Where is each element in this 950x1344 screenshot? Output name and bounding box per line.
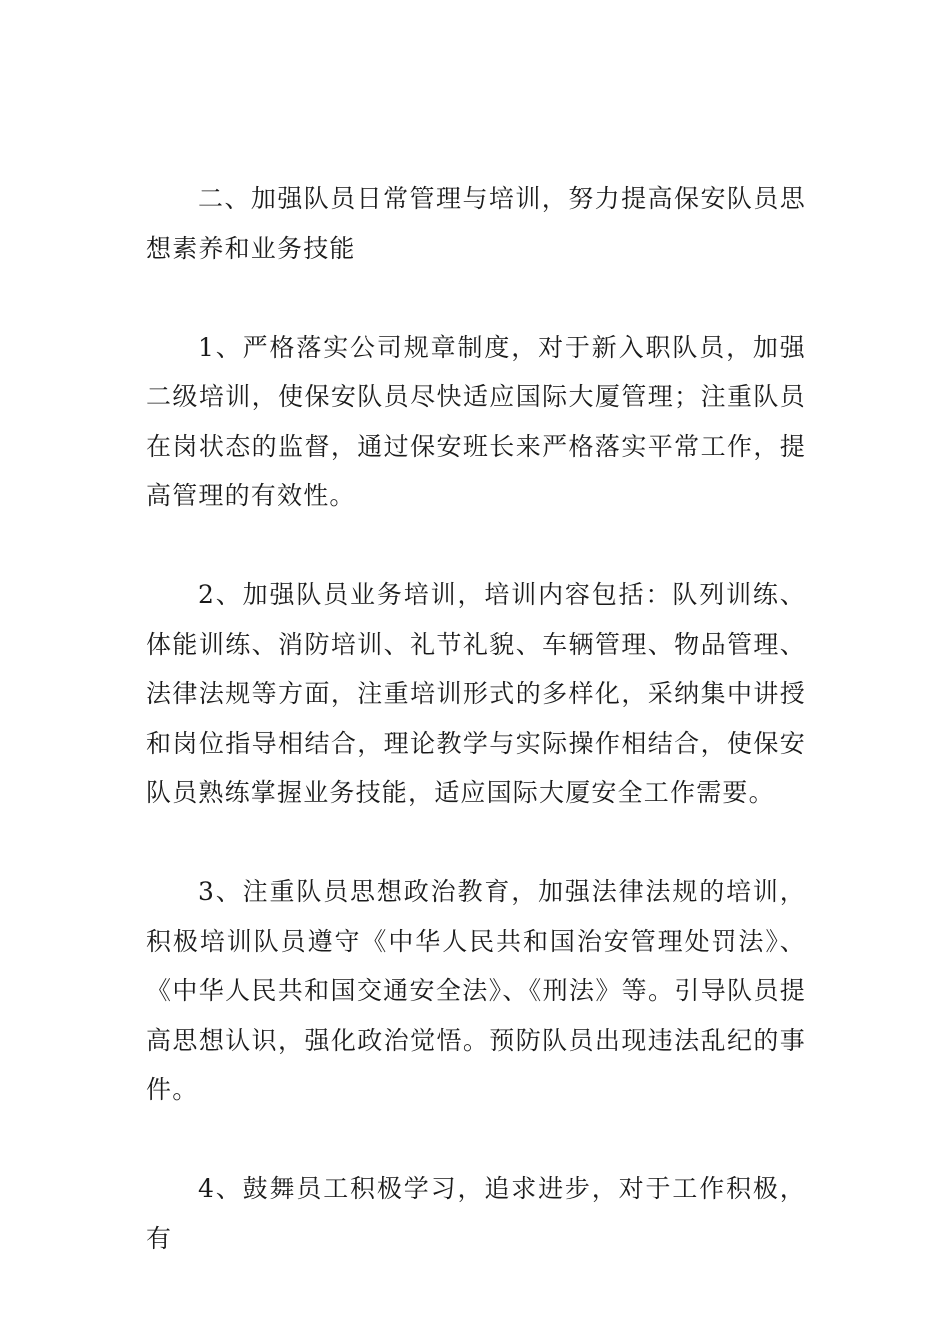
paragraph-item-3: 3、注重队员思想政治教育，加强法律法规的培训，积极培训队员遵守《中华人民共和国治安管理处罚法》、《中华人民共和国交通安全法》、《刑法》等。引导队员提高思想认识，强化政治觉悟。预防队员出现违法乱纪的事件。: [146, 877, 806, 1104]
paragraph-item-2: 2、加强队员业务培训，培训内容包括：队列训练、体能训练、消防培训、礼节礼貌、车辆管理、物品管理、法律法规等方面，注重培训形式的多样化，采纳集中讲授和岗位指导相结合，理论教学与实际操作相结合，使保安队员熟练掌握业务技能，适应国际大厦安全工作需要。: [146, 580, 806, 807]
document-body: [146, 174, 806, 1263]
section-heading: 二、加强队员日常管理与培训，努力提高保安队员思想素养和业务技能: [146, 184, 806, 263]
paragraph-item-4: 4、鼓舞员工积极学习，追求进步，对于工作积极，有: [146, 1174, 806, 1253]
paragraph-item-1: 1、严格落实公司规章制度，对于新入职队员，加强二级培训，使保安队员尽快适应国际大厦管理；注重队员在岗状态的监督，通过保安班长来严格落实平常工作，提高管理的有效性。: [146, 332, 806, 510]
